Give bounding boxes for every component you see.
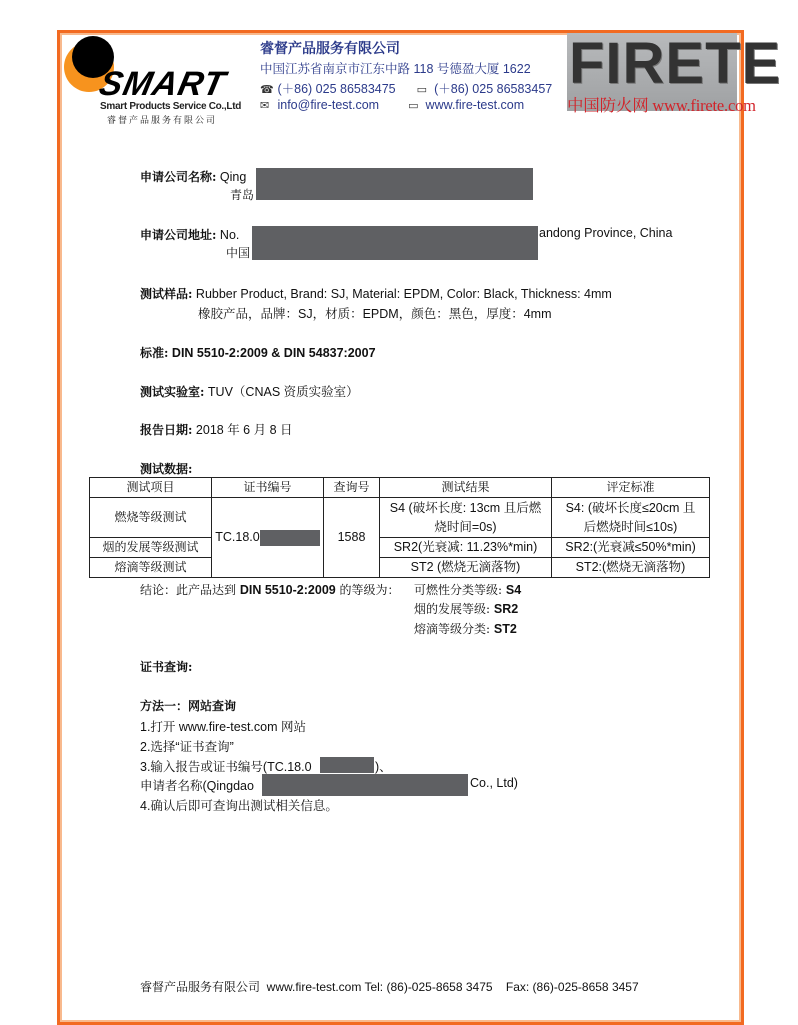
- sample-en: Rubber Product, Brand: SJ, Material: EPDM, Color: Black, Thickness: 4mm: [195, 287, 612, 301]
- lab-row: [140, 382, 359, 400]
- table-header-row: [90, 478, 710, 498]
- query-number-cell: 1588: [324, 498, 380, 578]
- table-row: [90, 498, 710, 538]
- logo-wordmark: SMART: [95, 65, 230, 103]
- table-row: [90, 538, 710, 558]
- firete-caption: 中国防火网 www.firete.com: [567, 96, 756, 115]
- criterion-cell: ST2:(燃烧无滴落物): [552, 558, 710, 578]
- redaction-block: [320, 757, 374, 773]
- report-date-value: 2018 年 6 月 8 日: [195, 423, 293, 437]
- conclusion-line-value: SR2: [493, 602, 519, 616]
- certificate-number-cell: [212, 498, 324, 578]
- query-step: 4.确认后即可查询出测试相关信息。: [140, 799, 338, 813]
- page-footer: 睿督产品服务有限公司 www.fire-test.com Tel: (86)-025-8658 3475 Fax: (86)-025-8658 3457: [140, 980, 639, 994]
- conclusion-middle: 的等级为：: [335, 583, 400, 597]
- standard-value: DIN 5510-2:2009 & DIN 54837:2007: [171, 346, 376, 360]
- test-result-line: 烧时间=0s): [434, 519, 497, 534]
- company-address: 中国江苏省南京市江东中路 118 号德盈大厦 1622: [260, 62, 531, 76]
- test-result-cell: ST2 (燃烧无滴落物): [380, 558, 552, 578]
- method-title-text: 方法一：网站查询: [140, 699, 237, 713]
- applicant-name-row: [140, 168, 246, 185]
- cert-query-label-text: 证书查询:: [140, 660, 193, 674]
- phone-icon: ☎: [260, 84, 274, 96]
- query-step-suffix: )、: [375, 760, 392, 774]
- test-result-line: S4 (破坏长度: 13cm 且后燃: [389, 500, 542, 515]
- redaction-block: [260, 530, 320, 546]
- column-header: 评定标准: [552, 478, 710, 498]
- query-step-text: 3.输入报告或证书编号(TC.18.0: [140, 760, 312, 774]
- standard-label: 标准:: [140, 346, 169, 360]
- company-name: 睿督产品服务有限公司: [260, 40, 400, 56]
- contact-phone-fax: [260, 79, 552, 97]
- lab-label: 测试实验室:: [140, 385, 205, 399]
- lab-value: TUV（CNAS 资质实验室）: [207, 385, 359, 399]
- sample-cn: 橡胶产品，品牌：SJ，材质：EPDM，颜色：黑色，厚度：4mm: [198, 307, 552, 321]
- envelope-icon: ✉: [260, 100, 270, 112]
- conclusion-line-value: S4: [505, 583, 522, 597]
- test-item-cell: 熔滴等级测试: [90, 558, 212, 578]
- applicant-address-en-prefix: No.: [219, 228, 240, 242]
- contact-email-web: [260, 98, 524, 112]
- redaction-block: [256, 168, 533, 200]
- redaction-block: [252, 226, 538, 260]
- applicant-address-cn: 中国: [226, 246, 251, 260]
- website-link[interactable]: www.fire-test.com: [425, 98, 525, 112]
- test-item-cell: 燃烧等级测试: [90, 498, 212, 538]
- logo-subtitle-cn: 睿督产品服务有限公司: [107, 116, 218, 126]
- report-date-label: 报告日期:: [140, 423, 193, 437]
- applicant-name-label: 申请公司名称:: [140, 170, 217, 184]
- criterion-cell: [552, 498, 710, 538]
- test-data-label-text: 测试数据:: [140, 462, 193, 476]
- cert-query-label: [140, 658, 192, 675]
- email-link[interactable]: info@fire-test.com: [277, 98, 380, 112]
- conclusion-line: [414, 620, 517, 637]
- test-item-cell: 烟的发展等级测试: [90, 538, 212, 558]
- conclusion-row: [140, 581, 400, 598]
- fax-number: (＋86) 025 86583457: [434, 82, 553, 96]
- applicant-name-cn: 青岛: [230, 188, 255, 202]
- query-step: [140, 757, 312, 775]
- conclusion-line-value: ST2: [493, 622, 517, 636]
- criterion-line: 后燃烧时间≤10s): [583, 519, 678, 534]
- criterion-line: S4: (破坏长度≤20cm 且: [565, 500, 696, 515]
- certificate-number: [215, 528, 319, 547]
- column-header: 证书编号: [212, 478, 324, 498]
- test-data-label: [140, 460, 192, 477]
- query-step-suffix: Co., Ltd): [470, 776, 518, 790]
- column-header: 查询号: [324, 478, 380, 498]
- redaction-block: [262, 774, 468, 796]
- firete-wordmark: FIRETE: [569, 31, 782, 96]
- conclusion-standard: DIN 5510-2:2009: [239, 583, 336, 597]
- query-step: 1.打开 www.fire-test.com 网站: [140, 720, 306, 734]
- computer-icon: ▭: [408, 100, 419, 112]
- conclusion-line-label: 烟的发展等级:: [414, 602, 494, 616]
- applicant-name-en: Qing: [219, 170, 247, 184]
- fax-icon: ▭: [416, 84, 428, 96]
- conclusion-line-label: 熔滴等级分类:: [414, 622, 494, 636]
- applicant-address-en-suffix: andong Province, China: [539, 226, 673, 240]
- phone-number: (＋86) 025 86583475: [277, 82, 396, 96]
- query-step: 2.选择“证书查询”: [140, 740, 234, 754]
- conclusion-line-label: 可燃性分类等级:: [414, 583, 506, 597]
- sample-row: [140, 285, 612, 302]
- column-header: 测试结果: [380, 478, 552, 498]
- applicant-address-label: 申请公司地址:: [140, 228, 217, 242]
- conclusion-line: [414, 600, 518, 617]
- test-result-cell: SR2(光衰减: 11.23%*min): [380, 538, 552, 558]
- query-step: 申请者名称(Qingdao: [140, 779, 254, 793]
- column-header: 测试项目: [90, 478, 212, 498]
- logo-subtitle: Smart Products Service Co.,Ltd: [100, 101, 242, 112]
- conclusion-line: [414, 581, 521, 598]
- method-title: [140, 697, 236, 714]
- test-data-table: [89, 477, 710, 578]
- certificate-number-text: TC.18.0: [215, 530, 260, 544]
- sample-label: 测试样品:: [140, 287, 193, 301]
- standard-row: [140, 344, 376, 361]
- applicant-address-row: [140, 226, 239, 243]
- report-date-row: [140, 420, 293, 438]
- conclusion-prefix: 结论：此产品达到: [140, 583, 240, 597]
- firete-banner: [567, 31, 782, 115]
- test-result-cell: [380, 498, 552, 538]
- criterion-cell: SR2:(光衰减≤50%*min): [552, 538, 710, 558]
- table-row: [90, 558, 710, 578]
